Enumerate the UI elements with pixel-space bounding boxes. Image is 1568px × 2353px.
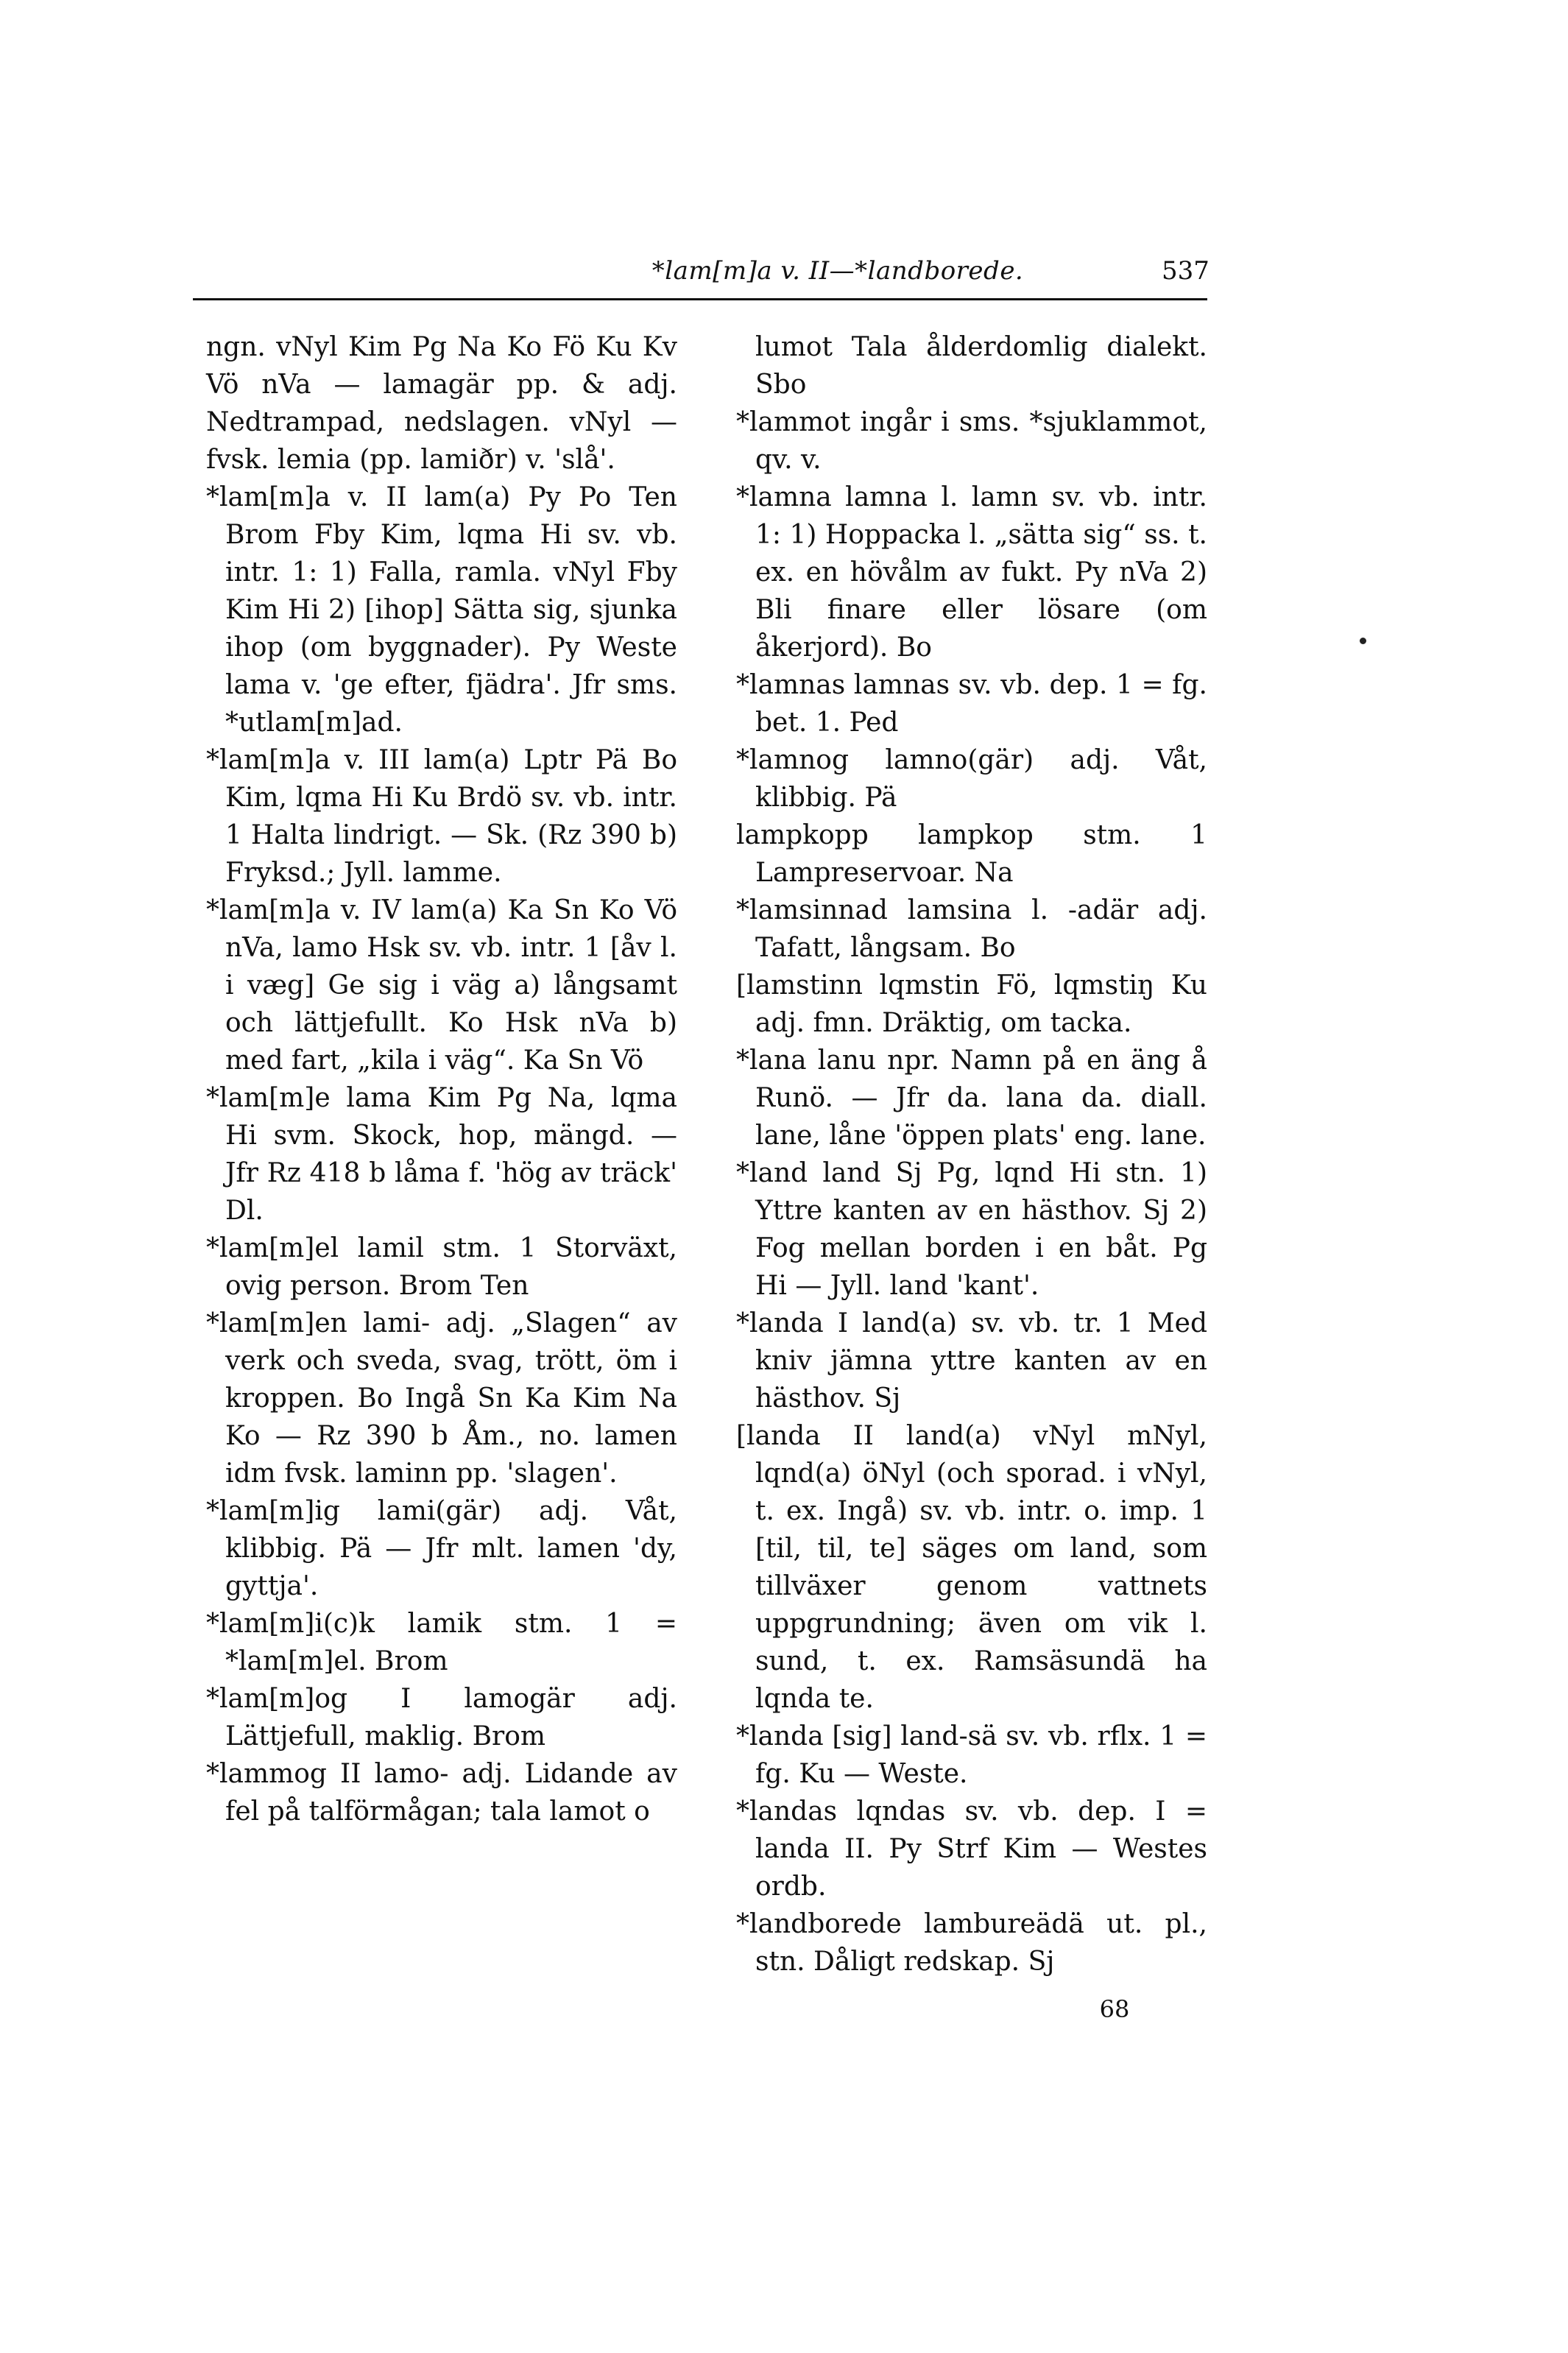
dictionary-entry: *lamsinnad lamsina l. -adär adj. Tafatt, långsam. Bo [736,895,1207,963]
right-column [736,328,1207,1980]
dictionary-entry: lumot Tala ålderdomlig dialekt. Sbo [755,332,1207,400]
dictionary-entry: *landa I land(a) sv. vb. tr. 1 Med kniv jämna yttre kanten av en hästhov. Sj [736,1308,1207,1414]
dictionary-entry: *lana lanu npr. Namn på en äng å Runö. — Jfr da. lana da. diall. lane, låne 'öppen plats' eng. lane. [736,1045,1207,1151]
page-number: 537 [1162,256,1209,286]
dictionary-entry: *lam[m]a v. IV lam(a) Ka Sn Ko Vö nVa, lamo Hsk sv. vb. intr. 1 [åv l. i væg] Ge sig i väg a) långsamt och lättjefullt. Ko Hsk nVa b) med fart, „kila i väg“. Ka Sn Vö [206,895,677,1076]
header-rule [193,298,1207,300]
dictionary-entry: ngn. vNyl Kim Pg Na Ko Fö Ku Kv Vö nVa — lamagär pp. & adj. Nedtrampad, nedslagen. vNyl — fvsk. lemia (pp. lamiðr) v. 'slå'. [206,332,677,475]
dictionary-entry: *lam[m]el lamil stm. 1 Storväxt, ovig person. Brom Ten [206,1233,677,1301]
dictionary-entry: *lammog II lamo- adj. Lidande av fel på talförmågan; tala lamot o [206,1759,677,1827]
dictionary-entry: [landa II land(a) vNyl mNyl, lqnd(a) öNyl (och sporad. i vNyl, t. ex. Ingå) sv. vb. intr. o. imp. 1 [til, til, te] säges om land, som tillväxer genom vattnets uppgrundning; även om vik l. sund, t. ex. Ramsäsundä ha lqnda te. [736,1421,1207,1714]
dictionary-entry: *lamna lamna l. lamn sv. vb. intr. 1: 1) Hoppacka l. „sätta sig“ ss. t. ex. en hövålm av fukt. Py nVa 2) Bli finare eller lösare (om åkerjord). Bo [736,482,1207,663]
dictionary-entry: *lamnas lamnas sv. vb. dep. 1 = fg. bet. 1. Ped [736,670,1207,738]
left-column [206,328,677,1830]
dictionary-entry: [lamstinn lqmstin Fö, lqmstiŋ Ku adj. fmn. Dräktig, om tacka. [736,970,1207,1038]
dictionary-entry: lampkopp lampkop stm. 1 Lampreservoar. Na [736,820,1207,888]
dictionary-entry: *landas lqndas sv. vb. dep. I = landa II. Py Strf Kim — Westes ordb. [736,1796,1207,1902]
dictionary-entry: *lam[m]i(c)k lamik stm. 1 = *lam[m]el. Brom [206,1609,677,1676]
dictionary-entry: *lamnog lamno(gär) adj. Våt, klibbig. Pä [736,745,1207,813]
dictionary-entry: *landa [sig] land-sä sv. vb. rflx. 1 = fg. Ku — Weste. [736,1721,1207,1789]
dictionary-entry: *land land Sj Pg, lqnd Hi stn. 1) Yttre kanten av en hästhov. Sj 2) Fog mellan borden i en båt. Pg Hi — Jyll. land 'kant'. [736,1158,1207,1301]
dictionary-entry: *lam[m]e lama Kim Pg Na, lqma Hi svm. Skock, hop, mängd. — Jfr Rz 418 b låma f. 'hög av träck' Dl. [206,1083,677,1226]
dictionary-entry: *landborede lambureädä ut. pl., stn. Dåligt redskap. Sj [736,1909,1207,1977]
dictionary-entry: *lam[m]og I lamogär adj. Lättjefull, maklig. Brom [206,1684,677,1751]
dictionary-entry: *lam[m]a v. III lam(a) Lptr Pä Bo Kim, lqma Hi Ku Brdö sv. vb. intr. 1 Halta lindrigt. — Sk. (Rz 390 b) Fryksd.; Jyll. lamme. [206,745,677,888]
dictionary-entry: *lam[m]ig lami(gär) adj. Våt, klibbig. Pä — Jfr mlt. lamen 'dy, gyttja'. [206,1496,677,1601]
dictionary-entry: *lam[m]en lami- adj. „Slagen“ av verk och sveda, svag, trött, öm i kroppen. Bo Ingå Sn Ka Kim Na Ko — Rz 390 b Åm., no. lamen idm fvsk. laminn pp. 'slagen'. [206,1308,677,1489]
signature-mark: 68 [1099,1995,1130,2023]
margin-dot [1360,638,1366,644]
dictionary-entry: *lam[m]a v. II lam(a) Py Po Ten Brom Fby Kim, lqma Hi sv. vb. intr. 1: 1) Falla, ramla. vNyl Fby Kim Hi 2) [ihop] Sätta sig, sjunka ihop (om byggnader). Py Weste lama v. 'ge efter, fjädra'. Jfr sms. *utlam[m]ad. [206,482,677,738]
running-head: *lam[m]a v. II—*landborede. [651,256,1024,286]
dictionary-entry: *lammot ingår i sms. *sjuklammot, qv. v. [736,407,1207,475]
